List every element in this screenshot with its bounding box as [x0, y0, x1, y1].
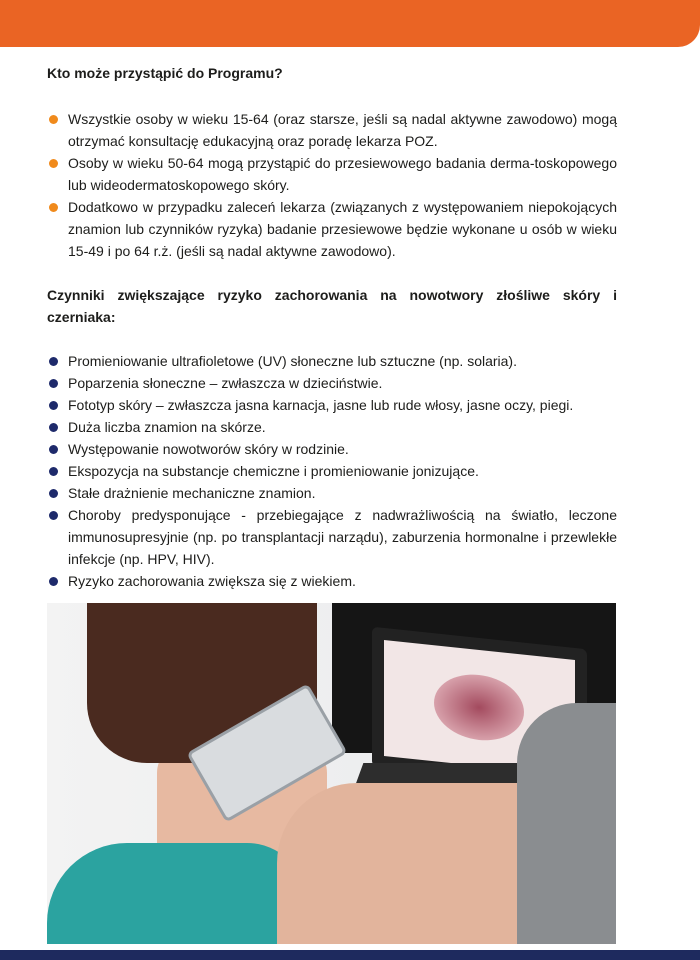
orange-header-band	[0, 0, 700, 47]
bullet-icon	[49, 159, 58, 168]
dermatoscopy-photo	[47, 603, 616, 944]
bullet-icon	[49, 379, 58, 388]
list-item	[47, 504, 617, 570]
list-item-text: Osoby w wieku 50-64 mogą przystąpić do przesiewowego badania derma-toskopowego lub wideodermatoskopowego skóry.	[68, 155, 617, 193]
bullet-icon	[49, 577, 58, 586]
skin-lesion-image	[434, 670, 524, 744]
list-item-text: Choroby predysponujące - przebiegające z nadwrażliwością na światło, leczone immunosupresyjnie (np. po transplantacji narządu), zaburzenia hormonalne i przewlekłe infekcje (np. HPV, HIV).	[68, 507, 617, 567]
bullet-icon	[49, 203, 58, 212]
list-item-text: Dodatkowo w przypadku zaleceń lekarza (związanych z występowaniem niepokojących znamion lub czynników ryzyka) badanie przesiewowe będzie wykonane u osób w wieku 15-49 i po 64 r.ż. (jeśli są nadal aktywne zawodowo).	[68, 199, 617, 259]
bullet-icon	[49, 357, 58, 366]
bullet-icon	[49, 489, 58, 498]
list-item	[47, 350, 617, 372]
doctor-arm	[277, 783, 537, 944]
list-item	[47, 460, 617, 482]
list-item	[47, 196, 617, 262]
list-item-text: Poparzenia słoneczne – zwłaszcza w dzieciństwie.	[68, 375, 383, 391]
document-body	[47, 62, 617, 592]
bullet-icon	[49, 511, 58, 520]
bullet-icon	[49, 467, 58, 476]
list-item	[47, 394, 617, 416]
bullet-icon	[49, 445, 58, 454]
list-item-text: Promieniowanie ultrafioletowe (UV) słoneczne lub sztuczne (np. solaria).	[68, 353, 517, 369]
bullet-icon	[49, 115, 58, 124]
list-item	[47, 416, 617, 438]
list-item	[47, 438, 617, 460]
list-item-text: Duża liczba znamion na skórze.	[68, 419, 266, 435]
eligibility-heading: Kto może przystąpić do Programu?	[47, 65, 283, 81]
risk-factors-heading: Czynniki zwiększające ryzyko zachorowania na nowotwory złośliwe skóry i czerniaka:	[47, 287, 617, 325]
navy-footer-band	[0, 950, 700, 960]
list-item	[47, 570, 617, 592]
risk-factors-list	[47, 350, 617, 592]
eligibility-list	[47, 108, 617, 262]
list-item-text: Ryzyko zachorowania zwiększa się z wiekiem.	[68, 573, 356, 589]
list-item-text: Stałe drażnienie mechaniczne znamion.	[68, 485, 316, 501]
list-item-text: Występowanie nowotworów skóry w rodzinie.	[68, 441, 349, 457]
list-item	[47, 108, 617, 152]
list-item	[47, 152, 617, 196]
patient-shirt	[47, 843, 307, 944]
list-item-text: Ekspozycja na substancje chemiczne i promieniowanie jonizujące.	[68, 463, 479, 479]
bullet-icon	[49, 423, 58, 432]
list-item	[47, 482, 617, 504]
list-item	[47, 372, 617, 394]
list-item-text: Wszystkie osoby w wieku 15-64 (oraz starsze, jeśli są nadal aktywne zawodowo) mogą otrzymać konsultację edukacyjną oraz poradę lekarza POZ.	[68, 111, 617, 149]
doctor-head	[517, 703, 616, 944]
list-item-text: Fototyp skóry – zwłaszcza jasna karnacja, jasne lub rude włosy, jasne oczy, piegi.	[68, 397, 574, 413]
bullet-icon	[49, 401, 58, 410]
